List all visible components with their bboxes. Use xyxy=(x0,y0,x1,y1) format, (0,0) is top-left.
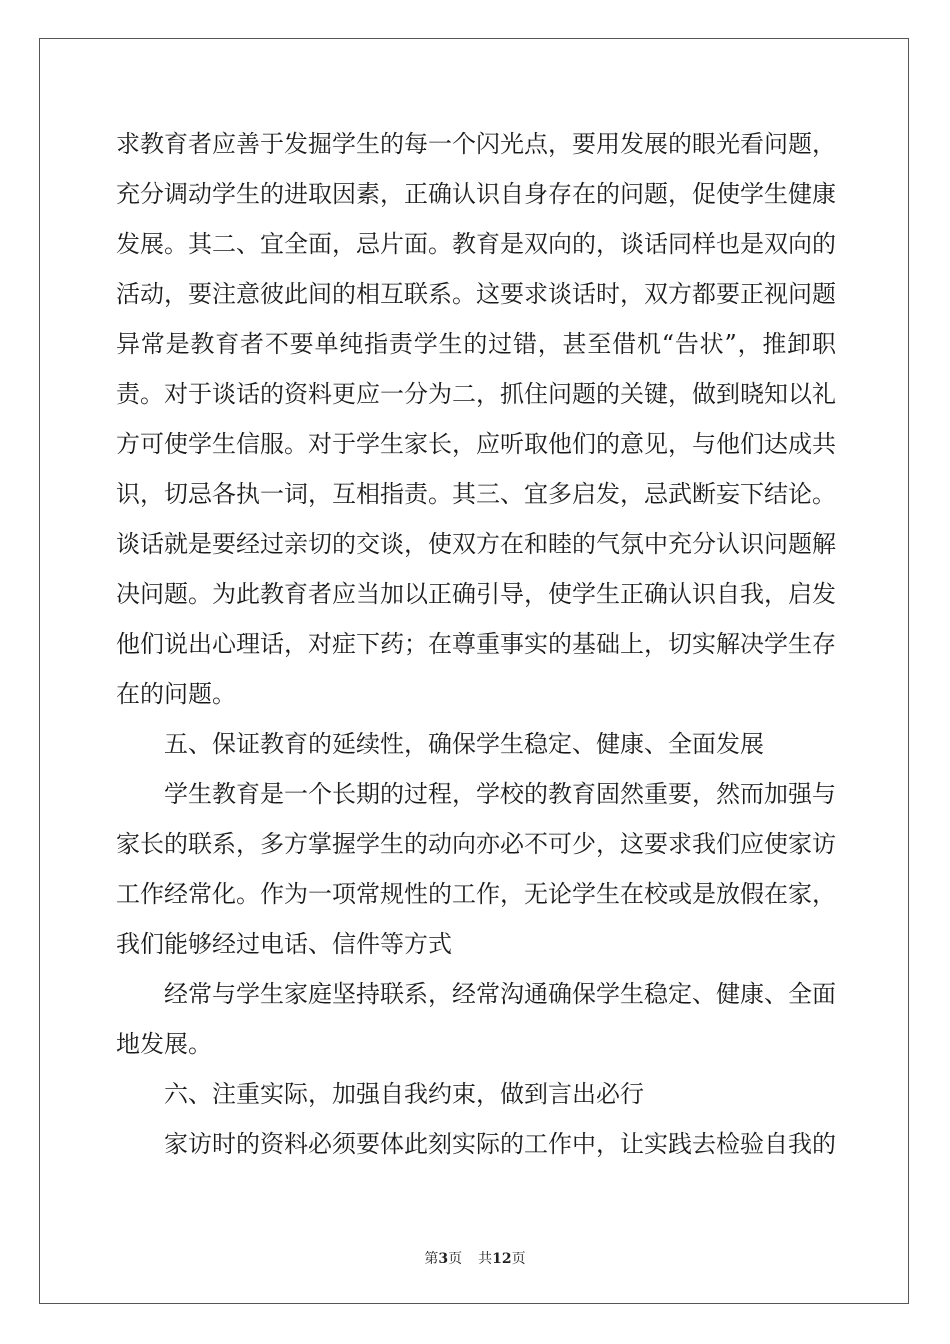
page-label-suffix: 页 xyxy=(448,1251,463,1267)
section-heading-6: 六、注重实际，加强自我约束，做到言出必行 xyxy=(164,1080,644,1108)
text-line: 他们说出心理话，对症下药；在尊重事实的基础上，切实解决学生存 xyxy=(116,630,836,658)
text-line: 决问题。为此教育者应当加以正确引导，使学生正确认识自我，启发 xyxy=(116,580,836,608)
text-line: 方可使学生信服。对于学生家长，应听取他们的意见，与他们达成共 xyxy=(116,430,836,458)
text-line: 识，切忌各执一词，互相指责。其三、宜多启发，忌武断妄下结论。 xyxy=(116,480,836,508)
current-page-number: 3 xyxy=(438,1251,449,1267)
text-line: 活动，要注意彼此间的相互联系。这要求谈话时，双方都要正视问题 xyxy=(116,280,836,308)
text-line: 异常是教育者不要单纯指责学生的过错，甚至借机“告状”，推卸职 xyxy=(116,330,836,358)
document-body xyxy=(116,119,836,1169)
text-line: 谈话就是要经过亲切的交谈，使双方在和睦的气氛中充分认识问题解 xyxy=(116,530,836,558)
text-line: 工作经常化。作为一项常规性的工作，无论学生在校或是放假在家， xyxy=(116,880,836,908)
text-line: 责。对于谈话的资料更应一分为二，抓住问题的关键，做到晓知以礼 xyxy=(116,380,836,408)
total-page-number: 12 xyxy=(492,1251,512,1267)
text-line: 充分调动学生的进取因素，正确认识自身存在的问题，促使学生健康 xyxy=(116,180,836,208)
section-heading-5: 五、保证教育的延续性，确保学生稳定、健康、全面发展 xyxy=(164,730,764,758)
text-line: 家长的联系，多方掌握学生的动向亦必不可少，这要求我们应使家访 xyxy=(116,830,836,858)
total-label-suffix: 页 xyxy=(511,1251,526,1267)
paragraph-first-line: 学生教育是一个长期的过程，学校的教育固然重要，然而加强与 xyxy=(164,780,836,808)
text-line: 在的问题。 xyxy=(116,680,236,708)
paragraph-first-line: 家访时的资料必须要体此刻实际的工作中，让实践去检验自我的 xyxy=(164,1130,836,1158)
text-line: 求教育者应善于发掘学生的每一个闪光点，要用发展的眼光看问题， xyxy=(116,130,836,158)
paragraph-first-line: 经常与学生家庭坚持联系，经常沟通确保学生稳定、健康、全面 xyxy=(164,980,836,1008)
text-line: 发展。其二、宜全面，忌片面。教育是双向的，谈话同样也是双向的 xyxy=(116,230,836,258)
page-footer xyxy=(0,1248,950,1268)
text-line: 地发展。 xyxy=(116,1030,212,1058)
total-label-prefix: 共 xyxy=(478,1251,493,1267)
text-line: 我们能够经过电话、信件等方式 xyxy=(116,930,452,958)
page-label-prefix: 第 xyxy=(424,1251,439,1267)
